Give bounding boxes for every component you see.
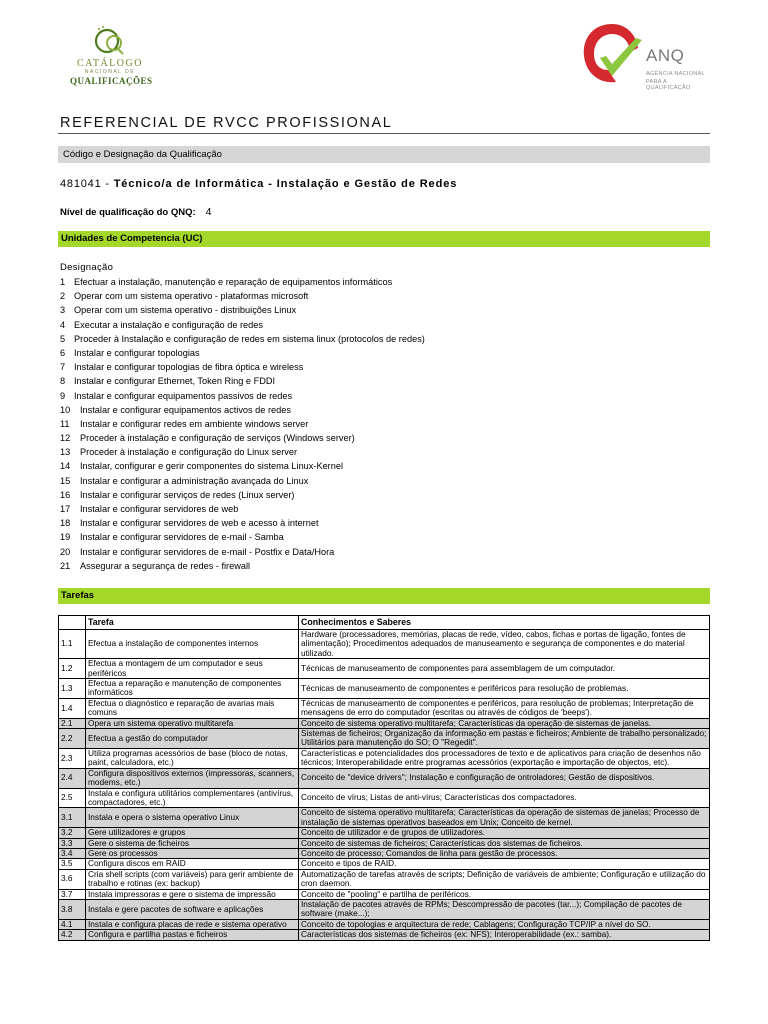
task-description: Instala impressoras e gere o sistema de impressão bbox=[86, 889, 299, 899]
catalogo-nacional-logo bbox=[70, 22, 153, 94]
table-row bbox=[59, 828, 710, 838]
uc-section-header: Unidades de Competencia (UC) bbox=[58, 231, 710, 247]
qualification-name: Técnico/a de Informática - Instalação e Gestão de Redes bbox=[113, 178, 458, 190]
uc-designation: Instalar e configurar topologias bbox=[74, 347, 200, 358]
task-id: 4.1 bbox=[59, 919, 86, 929]
uc-designation: Instalar e configurar equipamentos passivos de redes bbox=[74, 390, 293, 401]
task-id: 2.4 bbox=[59, 768, 86, 788]
uc-designation: Proceder à instalação e configuração de serviços (Windows server) bbox=[80, 433, 355, 444]
task-knowledge: Conceito de processo; Comandos de linha para gestão de processos. bbox=[299, 848, 710, 858]
task-id: 3.5 bbox=[59, 859, 86, 869]
logo-text-qualificacoes: QUALIFICAÇÕES bbox=[70, 76, 153, 86]
qualification-level-label: Nível de qualificação do QNQ: bbox=[60, 207, 196, 218]
uc-item bbox=[60, 545, 425, 559]
uc-item bbox=[60, 431, 425, 445]
uc-number: 20 bbox=[60, 546, 71, 557]
qualification-level-value: 4 bbox=[205, 206, 212, 218]
uc-designation: Executar a instalação e configuração de redes bbox=[74, 319, 263, 330]
tasks-header-task: Tarefa bbox=[86, 616, 299, 630]
task-description: Opera um sistema operativo multitarefa bbox=[86, 718, 299, 728]
task-description: Configura discos em RAID bbox=[86, 859, 299, 869]
uc-item bbox=[60, 318, 425, 332]
qualification-level bbox=[60, 206, 212, 218]
table-row bbox=[59, 899, 710, 919]
task-id: 2.2 bbox=[59, 729, 86, 749]
task-knowledge: Conceito de sistemas de ficheiros; Características dos sistemas de ficheiros. bbox=[299, 838, 710, 848]
uc-item bbox=[60, 275, 425, 289]
task-id: 1.3 bbox=[59, 679, 86, 699]
table-row bbox=[59, 659, 710, 679]
uc-list bbox=[60, 275, 425, 573]
page-title: REFERENCIAL DE RVCC PROFISSIONAL bbox=[60, 115, 393, 131]
uc-item bbox=[60, 403, 425, 417]
uc-designation: Efectuar a instalação, manutenção e reparação de equipamentos informáticos bbox=[74, 277, 393, 287]
task-knowledge: Instalação de pacotes através de RPMs; Descompressão de pacotes (tar...); Compilação de pacotes de software (make...); bbox=[299, 899, 710, 919]
task-id: 2.1 bbox=[59, 718, 86, 728]
uc-designation: Instalar e configurar Ethernet, Token Ring e FDDI bbox=[74, 376, 276, 387]
anq-subtitle-2: PARA A QUALIFICAÇÃO bbox=[646, 79, 691, 91]
uc-number: 17 bbox=[60, 504, 71, 514]
table-row bbox=[59, 889, 710, 899]
task-description: Gere os processos bbox=[86, 848, 299, 858]
table-row bbox=[59, 869, 710, 889]
task-id: 3.4 bbox=[59, 848, 86, 858]
uc-number: 8 bbox=[60, 376, 66, 387]
uc-number: 5 bbox=[60, 333, 66, 344]
table-row bbox=[59, 848, 710, 858]
table-row bbox=[59, 808, 710, 828]
task-description: Cria shell scripts (com variáveis) para gerir ambiente de trabalho e rotinas (ex: backup) bbox=[86, 869, 299, 889]
title-divider bbox=[58, 133, 710, 134]
uc-number: 13 bbox=[60, 447, 71, 458]
table-row bbox=[59, 838, 710, 848]
uc-designation: Instalar e configurar equipamentos activos de redes bbox=[80, 404, 291, 415]
uc-item bbox=[60, 474, 425, 488]
uc-item bbox=[60, 374, 425, 388]
table-row bbox=[59, 718, 710, 728]
uc-designation: Instalar e configurar redes em ambiente windows server bbox=[80, 418, 309, 429]
task-description: Instala e configura utilitários complementares (antivírus, compactadores, etc.) bbox=[86, 788, 299, 808]
anq-logo bbox=[578, 18, 708, 92]
logo-text-catalogo: CATÁLOGO bbox=[77, 58, 143, 69]
table-row bbox=[59, 748, 710, 768]
uc-designation: Operar com um sistema operativo - plataformas microsoft bbox=[74, 291, 309, 302]
uc-number: 14 bbox=[60, 461, 71, 472]
tasks-table bbox=[58, 615, 710, 941]
uc-item bbox=[60, 445, 425, 459]
anq-name: ANQ bbox=[646, 46, 685, 65]
uc-number: 21 bbox=[60, 560, 71, 571]
uc-item bbox=[60, 530, 425, 544]
qualification-section-header: Código e Designação da Qualificação bbox=[58, 146, 710, 163]
uc-designation: Instalar e configurar serviços de redes (Linux server) bbox=[80, 489, 295, 500]
task-knowledge: Conceito de sistema operativo multitarefa; Características da operação de sistemas de janelas. bbox=[299, 718, 710, 728]
task-description: Instala e configura placas de rede e sistema operativo bbox=[86, 919, 299, 929]
uc-item bbox=[60, 502, 425, 516]
uc-number: 15 bbox=[60, 475, 71, 486]
table-row bbox=[59, 630, 710, 659]
tasks-table-header bbox=[59, 616, 710, 630]
task-knowledge: Hardware (processadores, memórias, placas de rede, vídeo, cabos, fichas e portas de ligação, fontes de alimentação); Procedimentos adequados de manuseamento e segurança de componentes e do material utilizado. bbox=[299, 630, 710, 659]
uc-designation: Instalar e configurar a administração avançada do Linux bbox=[80, 475, 309, 486]
task-description: Efectua a montagem de um computador e seus periféricos bbox=[86, 659, 299, 679]
table-row bbox=[59, 698, 710, 718]
task-id: 1.2 bbox=[59, 659, 86, 679]
uc-designation: Operar com um sistema operativo - distribuições Linux bbox=[74, 305, 297, 316]
task-description: Configura e partilha pastas e ficheiros bbox=[86, 930, 299, 940]
task-knowledge: Técnicas de manuseamento de componentes para assemblagem de um computador. bbox=[299, 659, 710, 679]
uc-number: 2 bbox=[60, 291, 66, 302]
task-id: 3.7 bbox=[59, 889, 86, 899]
uc-item bbox=[60, 516, 425, 530]
task-knowledge: Sistemas de ficheiros; Organização da informação em pastas e ficheiros; Ambiente de trabalho personalizado; Utilitários para manutenção do SO; O "Regedit". bbox=[299, 729, 710, 749]
uc-number: 1 bbox=[60, 277, 66, 287]
uc-designation: Instalar e configurar topologias de fibra óptica e wireless bbox=[74, 362, 304, 373]
uc-item bbox=[60, 289, 425, 303]
task-id: 3.1 bbox=[59, 808, 86, 828]
task-description: Instala e opera o sistema operativo Linux bbox=[86, 808, 299, 828]
task-knowledge: Conceito de vírus; Listas de anti-vírus; Características dos compactadores. bbox=[299, 788, 710, 808]
uc-item bbox=[60, 332, 425, 346]
uc-item bbox=[60, 360, 425, 374]
designacao-label: Designação bbox=[60, 262, 114, 273]
task-knowledge: Conceito e tipos de RAID. bbox=[299, 859, 710, 869]
tasks-header-knowledge: Conhecimentos e Saberes bbox=[299, 616, 710, 630]
uc-number: 10 bbox=[60, 404, 71, 415]
uc-item bbox=[60, 389, 425, 403]
uc-number: 12 bbox=[60, 433, 71, 444]
table-row bbox=[59, 859, 710, 869]
uc-number: 9 bbox=[60, 390, 66, 401]
uc-number: 16 bbox=[60, 489, 71, 500]
uc-number: 6 bbox=[60, 347, 66, 358]
task-knowledge: Automatização de tarefas através de scripts; Definição de variáveis de ambiente; Configuração e utilização do cron daemon. bbox=[299, 869, 710, 889]
task-knowledge: Conceito de sistema operativo multitarefa; Características da operação de sistemas de janelas; Processo de instalação de sistemas operativos baseados em Unix; Conceito de kernel. bbox=[299, 808, 710, 828]
anq-mark-icon bbox=[578, 18, 648, 92]
uc-number: 3 bbox=[60, 305, 66, 316]
uc-designation: Proceder à Instalação e configuração de redes em sistema linux (protocolos de redes) bbox=[74, 333, 425, 344]
task-knowledge: Características e potencialidades dos processadores de texto e de aplicativos para criação de desenhos não técnicos; Interoperabilidade entre programas acessórios (exportação e importação de objectos, etc). bbox=[299, 748, 710, 768]
task-id: 1.1 bbox=[59, 630, 86, 659]
task-knowledge: Conceito de "device drivers"; Instalação e configuração de ontroladores; Gestão de dispositivos. bbox=[299, 768, 710, 788]
task-id: 3.3 bbox=[59, 838, 86, 848]
uc-designation: Instalar, configurar e gerir componentes do sistema Linux-Kernel bbox=[80, 461, 344, 472]
task-description: Gere o sistema de ficheiros bbox=[86, 838, 299, 848]
task-knowledge: Conceito de topologias e arquitectura de rede; Cablagens; Configuração TCP/IP a nível do SO. bbox=[299, 919, 710, 929]
task-knowledge: Conceito de "pooling" e partilha de periféricos. bbox=[299, 889, 710, 899]
uc-designation: Assegurar a segurança de redes - firewall bbox=[80, 560, 251, 571]
task-description: Efectua o diagnóstico e reparação de avarias mais comuns bbox=[86, 698, 299, 718]
uc-designation: Instalar e configurar servidores de e-mail - Postfix e Data/Hora bbox=[80, 546, 335, 557]
uc-number: 18 bbox=[60, 518, 71, 529]
task-knowledge: Técnicas de manuseamento de componentes e periféricos para resolução de problemas. bbox=[299, 679, 710, 699]
task-id: 2.5 bbox=[59, 788, 86, 808]
table-row bbox=[59, 930, 710, 940]
task-description: Instala e gere pacotes de software e aplicações bbox=[86, 899, 299, 919]
uc-item bbox=[60, 417, 425, 431]
uc-designation: Instalar e configurar servidores de web e acesso à internet bbox=[80, 518, 319, 529]
table-row bbox=[59, 919, 710, 929]
uc-number: 7 bbox=[60, 362, 66, 373]
uc-item bbox=[60, 346, 425, 360]
task-description: Gere utilizadores e grupos bbox=[86, 828, 299, 838]
table-row bbox=[59, 729, 710, 749]
uc-item bbox=[60, 303, 425, 317]
task-id: 3.2 bbox=[59, 828, 86, 838]
uc-designation: Proceder à instalação e configuração do Linux server bbox=[80, 447, 298, 458]
task-knowledge: Técnicas de manuseamento de componentes e periféricos, para resolução de problemas; Interpretação de mensagens de erro do computador (escritas ou através de códigos de 'beeps'). bbox=[299, 698, 710, 718]
tasks-section-header: Tarefas bbox=[58, 588, 710, 604]
anq-subtitle-1: AGÊNCIA NACIONAL bbox=[646, 71, 705, 77]
qualification-code: 481041 - bbox=[60, 178, 114, 190]
task-id: 3.6 bbox=[59, 869, 86, 889]
table-row bbox=[59, 788, 710, 808]
task-description: Configura dispositivos externos (impressoras, scanners, modems, etc.) bbox=[86, 768, 299, 788]
table-row bbox=[59, 768, 710, 788]
task-description: Efectua a gestão do computador bbox=[86, 729, 299, 749]
task-description: Utiliza programas acessórios de base (bloco de notas, paint, calculadora, etc.) bbox=[86, 748, 299, 768]
uc-item bbox=[60, 559, 425, 573]
task-description: Efectua a reparação e manutenção de componentes informáticos bbox=[86, 679, 299, 699]
uc-number: 19 bbox=[60, 532, 71, 543]
task-id: 2.3 bbox=[59, 748, 86, 768]
task-id: 4.2 bbox=[59, 930, 86, 940]
task-id: 3.8 bbox=[59, 899, 86, 919]
uc-designation: Instalar e configurar servidores de e-mail - Samba bbox=[80, 532, 284, 543]
logo-text-nacional: NACIONAL DE bbox=[84, 69, 136, 75]
tasks-header-id bbox=[59, 616, 86, 630]
qualification-code-line bbox=[60, 178, 457, 190]
uc-number: 4 bbox=[60, 319, 66, 330]
table-row bbox=[59, 679, 710, 699]
cnq-mark-icon bbox=[92, 24, 128, 58]
task-description: Efectua a instalação de componentes internos bbox=[86, 630, 299, 659]
uc-item bbox=[60, 488, 425, 502]
task-id: 1.4 bbox=[59, 698, 86, 718]
uc-item bbox=[60, 459, 425, 473]
uc-designation: Instalar e configurar servidores de web bbox=[80, 504, 239, 514]
task-knowledge: Conceito de utilizador e de grupos de utilizadores. bbox=[299, 828, 710, 838]
task-knowledge: Características dos sistemas de ficheiros (ex: NFS); Interoperabilidade (ex.: samba). bbox=[299, 930, 710, 940]
uc-number: 11 bbox=[60, 418, 70, 429]
